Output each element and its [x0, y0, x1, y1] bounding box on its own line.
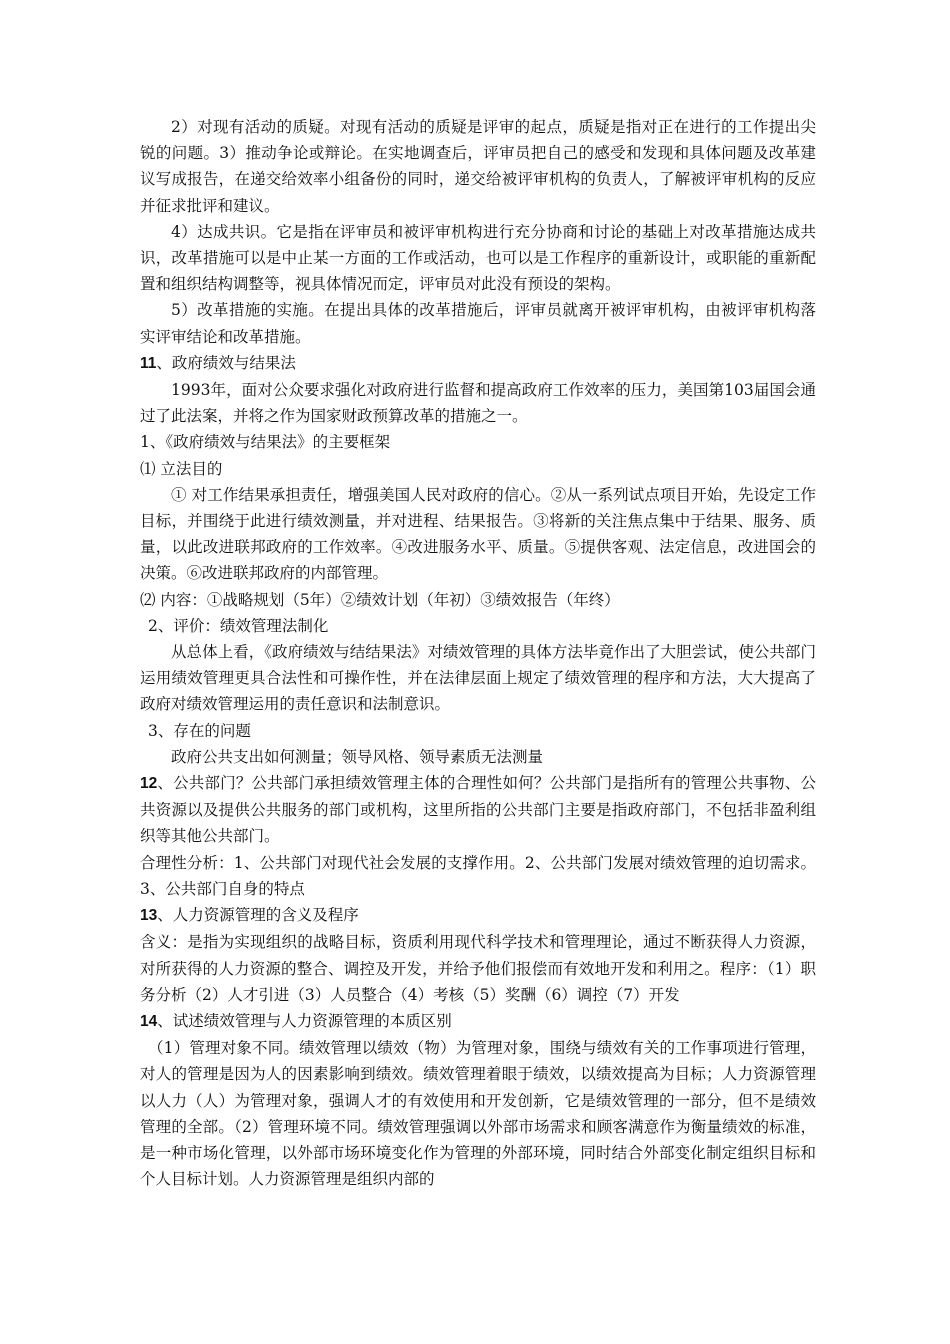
paragraph-hrm-definition: 含义：是指为实现组织的战略目标，资质利用现代科学技术和管理理论，通过不断获得人力资源，对所获得的人力资源的整合、调控及开发，并给予他们报偿而有效地开发和利用之。程序：（1）职务分析（2）人才引进（3）人员整合（4）考核（5）奖酬（6）调控（7）开发 [140, 933, 816, 1004]
heading-number: 12 [140, 775, 158, 793]
heading-number: 14 [140, 1012, 158, 1030]
paragraph-evaluation-title: 2、评价：绩效管理法制化 [148, 616, 329, 635]
heading-number: 13 [140, 907, 158, 925]
paragraph-framework-title: 1、《政府绩效与结果法》的主要框架 [140, 433, 391, 452]
paragraph-gpra-intro: 1993年，面对公众要求强化对政府进行监督和提高政府工作效率的压力，美国第103届国会通过了此法案，并将之作为国家财政预算改革的措施之一。 [140, 381, 816, 426]
heading-text: 、试述绩效管理与人力资源管理的本质区别 [157, 1011, 452, 1030]
paragraph-legislative-purpose: ⑴ 立法目的 [140, 459, 223, 478]
heading-text: 、政府绩效与结果法 [156, 353, 296, 372]
heading-text: 、人力资源管理的含义及程序 [157, 906, 359, 925]
heading-12 [140, 770, 816, 850]
paragraph-differences: （1）管理对象不同。绩效管理以绩效（物）为管理对象，围绕与绩效有关的工作事项进行管理，对人的管理是因为人的因素影响到绩效。绩效管理着眼于绩效，以绩效提高为目标；人力资源管理以人力（人）为管理对象，强调人才的有效使用和开发创新，它是绩效管理的一部分，但不是绩效管理的全部。（2）管理环境不同。绩效管理强调以外部市场需求和顾客满意作为衡量绩效的标准，是一种市场化管理，以外部市场环境变化作为管理的外部环境，同时结合外部变化制定组织目标和个人目标计划。人力资源管理是组织内部的 [140, 1039, 816, 1189]
paragraph-review-step-2-3: 2）对现有活动的质疑。对现有活动的质疑是评审的起点，质疑是指对正在进行的工作提出尖锐的问题。3）推动争论或辩论。在实地调查后，评审员把自己的感受和发现和具体问题及改革建议写成报告，在递交给效率小组备份的同时，递交给被评审机构的负责人，了解被评审机构的反应并征求批评和建议。 [140, 118, 816, 215]
heading-14 [140, 1008, 816, 1035]
paragraph-problems: 政府公共支出如何测量；领导风格、领导素质无法测量 [171, 747, 544, 766]
paragraph-review-step-5: 5）改革措施的实施。在提出具体的改革措施后，评审员就离开被评审机构，由被评审机构落实评审结论和改革措施。 [140, 301, 816, 346]
paragraph-purpose-list: ① 对工作结果承担责任，增强美国人民对政府的信心。②从一系列试点项目开始，先设定工作目标，并围绕于此进行绩效测量，并对进程、结果报告。③将新的关注焦点集中于结果、服务、质量，以此改进联邦政府的工作效率。④改进服务水平、质量。⑤提供客观、法定信息，改进国会的决策。⑥改进联邦政府的内部管理。 [140, 485, 816, 583]
paragraph-problems-title: 3、存在的问题 [148, 721, 251, 740]
heading-13 [140, 902, 816, 929]
heading-number: 11 [140, 354, 157, 372]
paragraph-review-step-4: 4）达成共识。它是指在评审员和被评审机构进行充分协商和讨论的基础上对改革措施达成共识，改革措施可以是中止某一方面的工作或活动，也可以是工作程序的重新设计，或职能的重新配置和组织结构调整等，视具体情况而定，评审员对此没有预设的架构。 [140, 222, 816, 294]
paragraph-content: ⑵ 内容：①战略规划（5年）②绩效计划（年初）③绩效报告（年终） [140, 590, 620, 609]
document-page [140, 114, 816, 1192]
paragraph-rationality: 合理性分析：1、公共部门对现代社会发展的支撑作用。2、公共部门发展对绩效管理的迫切需求。3、公共部门自身的特点 [140, 853, 816, 898]
heading-text: 、公共部门？公共部门承担绩效管理主体的合理性如何？公共部门是指所有的管理公共事物、公共资源以及提供公共服务的部门或机构，这里所指的公共部门主要是指政府部门，不包括非盈利组织等其他公共部门。 [140, 774, 816, 846]
heading-11 [140, 350, 816, 377]
paragraph-evaluation: 从总体上看，《政府绩效与结结果法》对绩效管理的具体方法毕竟作出了大胆尝试，使公共部门运用绩效管理更具合法性和可操作性，并在法律层面上规定了绩效管理的程序和方法，大大提高了政府对绩效管理运用的责任意识和法制意识。 [140, 643, 816, 714]
